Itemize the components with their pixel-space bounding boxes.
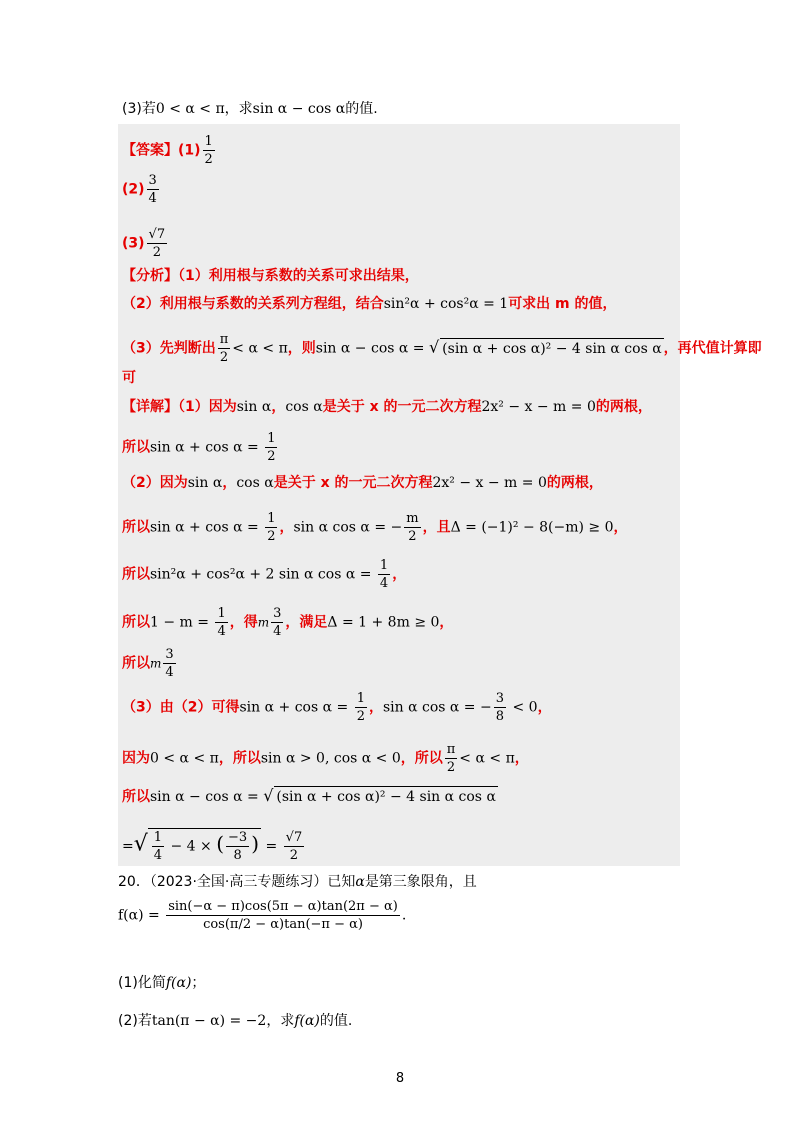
q20-p2-prefix: (2)若 xyxy=(118,1013,152,1029)
q3-mid: ，求 xyxy=(224,101,253,117)
detail-1-prefix: （1）因为 xyxy=(178,399,237,415)
q20-f-denominator: cos(π/2 − α)tan(−π − α) xyxy=(203,917,363,932)
analysis-3-prefix: （3）先判断出 xyxy=(122,340,216,357)
detail-line-1 xyxy=(122,397,652,417)
detail-5-fraction xyxy=(378,557,390,592)
detail-6-prefix: 所以 xyxy=(122,614,150,631)
detail-4-sep: ， xyxy=(279,519,294,536)
q20-f-dot: . xyxy=(401,907,407,924)
detail-6-math1: 1 − m = xyxy=(150,614,214,631)
detail-11-numerator-1: 1 xyxy=(153,830,163,845)
detail-11-fraction-1 xyxy=(152,829,164,864)
detail-6-numerator-1: 1 xyxy=(217,606,226,621)
answer-2-numerator: 3 xyxy=(148,173,157,188)
detail-11-radical: √ xyxy=(133,831,148,857)
detail-11-numerator-2: −3 xyxy=(228,830,248,845)
detail-2-math: sin α + cos α = xyxy=(150,439,264,456)
analysis-line-4 xyxy=(122,368,136,388)
analysis-3-sqrt: (sin α + cos α)² − 4 sin α cos α xyxy=(440,338,664,359)
answer-2-fraction xyxy=(147,172,159,207)
detail-7-numerator: 3 xyxy=(165,647,174,662)
detail-11-equals-2: = xyxy=(261,838,282,855)
q20-p1-end: ； xyxy=(191,975,206,991)
answer-2-prefix: (2) xyxy=(122,181,145,198)
detail-6-m: m xyxy=(257,615,270,630)
detail-5-prefix: 所以 xyxy=(122,566,150,583)
detail-8-less-zero: < 0 xyxy=(508,699,538,716)
q20-alpha: α xyxy=(355,874,365,890)
q3-prefix: (3)若 xyxy=(122,101,156,117)
page-number: 8 xyxy=(395,1071,405,1086)
answer-1-prefix: (1) xyxy=(178,142,201,159)
detail-10-sqrt: (sin α + cos α)² − 4 sin α cos α xyxy=(274,786,498,807)
detail-line-6 xyxy=(122,605,453,640)
detail-9-range: 0 < α < π xyxy=(150,750,219,767)
detail-9-denominator: 2 xyxy=(446,760,456,775)
analysis-2-prefix: （2）利用根与系数的关系列方程组，结合 xyxy=(122,296,384,312)
detail-4-and: ，且 xyxy=(422,519,451,536)
answer-3-numerator: √7 xyxy=(148,227,166,242)
answer-line-2 xyxy=(122,172,161,207)
detail-8-denominator-2: 8 xyxy=(495,709,505,724)
detail-8-numerator-1: 1 xyxy=(356,691,365,706)
analysis-3-numerator: π xyxy=(219,332,229,347)
answer-3-denominator: 2 xyxy=(152,245,161,260)
detail-11-denominator-2: 8 xyxy=(233,848,242,863)
detail-line-7 xyxy=(122,646,178,681)
analysis-2-math: sin²α + cos²α = 1 xyxy=(383,296,509,312)
analysis-line-1 xyxy=(122,266,419,286)
detail-3-text: 是关于 x 的一元二次方程 xyxy=(273,475,433,491)
q3-suffix: 的值. xyxy=(345,101,378,117)
answer-2-denominator: 4 xyxy=(148,191,157,206)
detail-3-sin: sin α xyxy=(187,475,223,491)
answer-label: 【答案】 xyxy=(122,142,178,159)
q20-header-text: 20．（2023·全国·高三专题练习）已知 xyxy=(118,874,356,890)
q20-f-lhs: f(α) = xyxy=(118,907,165,924)
analysis-label: 【分析】 xyxy=(122,268,178,284)
detail-11-radicand xyxy=(148,828,261,864)
detail-8-numerator-2: 3 xyxy=(495,691,505,706)
detail-9-numerator: π xyxy=(446,742,456,757)
detail-line-5 xyxy=(122,557,406,592)
detail-5-numerator: 1 xyxy=(379,558,389,573)
detail-1-suffix: 的两根， xyxy=(595,399,652,415)
analysis-3-mid: ，则 xyxy=(287,340,316,357)
detail-4-numerator-2: m xyxy=(406,511,419,526)
q20-header-suffix: 是第三象限角，且 xyxy=(364,874,477,890)
detail-3-prefix: （2）因为 xyxy=(122,475,188,491)
analysis-text-1: （1）利用根与系数的关系可求出结果， xyxy=(178,268,419,284)
detail-5-denominator: 4 xyxy=(379,576,389,591)
q20-p2-mid: ，求 xyxy=(266,1013,295,1029)
detail-11-numerator-3: √7 xyxy=(285,830,303,845)
detail-4-denominator-2: 2 xyxy=(408,529,417,544)
detail-2-fraction xyxy=(265,430,277,465)
analysis-3-radical: √ xyxy=(428,337,440,357)
question-3-line xyxy=(122,99,378,119)
detail-9-mid2: ，所以 xyxy=(400,750,443,767)
detail-label: 【详解】 xyxy=(122,399,178,415)
detail-4-discriminant: Δ = (−1)² − 8(−m) ≥ 0 xyxy=(450,519,614,536)
q20-p1-math: f(α) xyxy=(165,975,192,991)
detail-1-sin: sin α xyxy=(236,399,272,415)
detail-9-prefix: 因为 xyxy=(122,750,150,767)
detail-4-prefix: 所以 xyxy=(122,519,150,536)
detail-3-cos: cos α xyxy=(236,475,274,491)
detail-4-fraction-1 xyxy=(265,510,277,545)
detail-8-fraction-1 xyxy=(355,690,367,725)
q20-p2-end: 的值. xyxy=(319,1013,353,1029)
detail-line-2 xyxy=(122,430,279,465)
detail-8-denominator-1: 2 xyxy=(356,709,365,724)
detail-11-fraction-2 xyxy=(226,829,249,864)
detail-7-denominator: 4 xyxy=(165,665,174,680)
detail-8-prefix: （3）由（2）可得 xyxy=(122,699,240,716)
answer-1-fraction xyxy=(203,133,215,168)
detail-7-fraction xyxy=(163,646,175,681)
detail-5-math: sin²α + cos²α + 2 sin α cos α = xyxy=(150,566,376,583)
q20-function xyxy=(118,898,406,933)
detail-11-mid: − 4 × xyxy=(166,838,217,855)
detail-2-numerator: 1 xyxy=(267,431,276,446)
analysis-3-math1: < α < π xyxy=(232,340,288,357)
detail-11-lparen: ( xyxy=(216,831,225,856)
analysis-3-denominator: 2 xyxy=(219,350,229,365)
detail-4-numerator-1: 1 xyxy=(267,511,276,526)
detail-1-equation: 2x² − x − m = 0 xyxy=(481,399,596,415)
q3-expression: sin α − cos α xyxy=(252,101,346,117)
detail-line-10 xyxy=(122,786,498,807)
detail-line-8 xyxy=(122,690,552,725)
detail-10-math: sin α − cos α = xyxy=(150,789,264,805)
detail-3-equation: 2x² − x − m = 0 xyxy=(432,475,547,491)
answer-line-1 xyxy=(122,133,217,168)
detail-1-sep: ， xyxy=(271,399,286,415)
detail-11-fraction-3 xyxy=(284,829,305,864)
detail-8-fraction-2 xyxy=(494,690,506,725)
detail-9-mid: ，所以 xyxy=(218,750,261,767)
detail-3-sep: ， xyxy=(222,475,237,491)
detail-8-sum: sin α + cos α = xyxy=(239,699,353,716)
detail-6-denominator-2: 4 xyxy=(273,624,282,639)
detail-8-end: ， xyxy=(537,699,552,716)
detail-4-fraction-2 xyxy=(404,510,420,545)
detail-3-suffix: 的两根， xyxy=(546,475,603,491)
detail-line-3 xyxy=(122,473,603,493)
detail-11-rparen: ) xyxy=(251,831,260,856)
detail-10-radical: √ xyxy=(263,786,274,805)
analysis-line-3 xyxy=(122,331,762,366)
analysis-3-math2: sin α − cos α = xyxy=(315,340,429,357)
detail-1-text: 是关于 x 的一元二次方程 xyxy=(322,399,482,415)
answer-3-fraction xyxy=(147,226,168,261)
detail-4-end: ， xyxy=(613,519,628,536)
q20-part-2 xyxy=(118,1011,352,1031)
analysis-3-fraction xyxy=(218,331,231,366)
q20-p2-math2: f(α) xyxy=(294,1013,320,1029)
detail-6-fraction-1 xyxy=(215,605,227,640)
answer-1-numerator: 1 xyxy=(204,134,213,149)
answer-1-denominator: 2 xyxy=(204,152,213,167)
detail-9-fraction xyxy=(445,741,458,776)
detail-4-denominator-1: 2 xyxy=(267,529,276,544)
detail-2-denominator: 2 xyxy=(267,449,276,464)
detail-line-4 xyxy=(122,510,628,545)
q20-p1-prefix: (1)化简 xyxy=(118,975,166,991)
detail-9-range2: < α < π xyxy=(459,750,515,767)
detail-4-sum: sin α + cos α = xyxy=(150,519,264,536)
detail-6-fraction-2 xyxy=(271,605,283,640)
detail-10-prefix: 所以 xyxy=(122,789,150,805)
analysis-text-4: 可 xyxy=(122,370,136,386)
detail-11-denominator-1: 4 xyxy=(153,848,163,863)
answer-3-prefix: (3) xyxy=(122,235,145,252)
detail-6-numerator-2: 3 xyxy=(273,606,282,621)
detail-11-equals: = xyxy=(122,838,134,855)
detail-6-discriminant: Δ = 1 + 8m ≥ 0 xyxy=(327,614,440,631)
detail-1-cos: cos α xyxy=(285,399,323,415)
q20-f-numerator: sin(−α − π)cos(5π − α)tan(2π − α) xyxy=(168,899,398,914)
detail-7-m: m xyxy=(150,656,162,671)
detail-line-11 xyxy=(122,828,306,864)
detail-6-satisfy: ，满足 xyxy=(285,614,328,631)
detail-8-sep: ， xyxy=(368,699,383,716)
analysis-2-suffix: 可求出 m 的值， xyxy=(508,296,617,312)
answer-line-3 xyxy=(122,226,169,261)
detail-6-denominator-1: 4 xyxy=(217,624,226,639)
detail-2-prefix: 所以 xyxy=(122,439,150,456)
analysis-3-suffix: ，再代值计算即 xyxy=(663,340,762,357)
q20-header xyxy=(118,872,477,892)
detail-6-end: ， xyxy=(439,614,454,631)
analysis-line-2 xyxy=(122,294,617,314)
detail-line-9 xyxy=(122,741,529,776)
q20-part-1 xyxy=(118,973,205,993)
detail-6-mid: ，得 xyxy=(229,614,258,631)
detail-5-end: ， xyxy=(392,566,407,583)
q20-p2-math: tan(π − α) = −2 xyxy=(151,1013,267,1029)
q20-f-fraction xyxy=(166,898,400,933)
detail-4-product: sin α cos α = − xyxy=(293,519,403,536)
detail-9-end: ， xyxy=(514,750,529,767)
detail-11-denominator-3: 2 xyxy=(289,848,299,863)
detail-8-product: sin α cos α = − xyxy=(382,699,492,716)
detail-9-signs: sin α > 0, cos α < 0 xyxy=(260,750,401,767)
detail-7-prefix: 所以 xyxy=(122,655,150,672)
q3-condition: 0 < α < π xyxy=(155,101,225,117)
